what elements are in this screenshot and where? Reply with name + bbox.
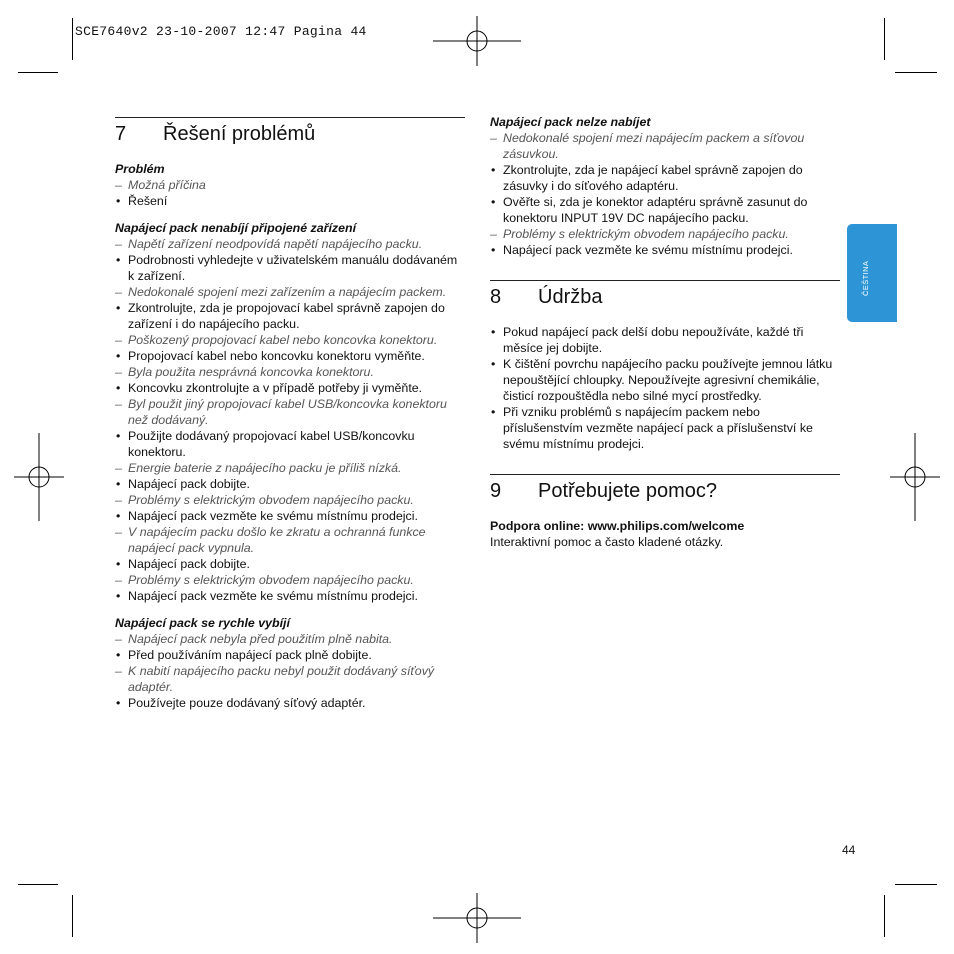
- problem-heading: Napájecí pack se rychle vybíjí: [115, 616, 290, 630]
- cause-item: – Energie baterie z napájecího packu je příliš nízká.: [115, 460, 465, 476]
- section-heading: [115, 117, 465, 146]
- section-number: 9: [490, 480, 502, 502]
- section-number: 8: [490, 286, 502, 308]
- solution-item: • Při vzniku problémů s napájecím packem nebo příslušenstvím vezměte napájecí pack a příslušenství ke svému místnímu prodejci.: [490, 404, 840, 452]
- registration-mark-bottom: [433, 893, 521, 943]
- cause-item: – Byl použit jiný propojovací kabel USB/koncovka konektoru než dodávaný.: [115, 396, 465, 428]
- solution-item: • Koncovku zkontrolujte a v případě potřeby ji vyměňte.: [115, 380, 465, 396]
- solution-item: • Napájecí pack dobijte.: [115, 556, 465, 572]
- print-header: SCE7640v2 23-10-2007 12:47 Pagina 44: [75, 24, 367, 39]
- language-tab: [847, 224, 897, 322]
- troubleshooting-section: [115, 117, 465, 711]
- solution-item: • Napájecí pack vezměte ke svému místnímu prodejci.: [115, 508, 465, 524]
- problem-list: [115, 631, 465, 711]
- language-tab-label: ČEŠTINA: [861, 260, 870, 296]
- registration-mark-right: [890, 433, 940, 521]
- section-number: 7: [115, 123, 127, 145]
- solution-item: • K čištění povrchu napájecího packu používejte jemnou látku nepouštějící chloupky. Nepoužívejte agresivní chemikálie, čisticí rozpouštědla nebo silné mycí prostředky.: [490, 356, 840, 404]
- legend-cause: – Možná příčina: [115, 177, 465, 193]
- solution-item: • Použijte dodávaný propojovací kabel USB/koncovku konektoru.: [115, 428, 465, 460]
- online-support-link[interactable]: Podpora online: www.philips.com/welcome: [490, 519, 745, 533]
- cause-item: – Poškozený propojovací kabel nebo koncovka konektoru.: [115, 332, 465, 348]
- solution-item: • Před používáním napájecí pack plně dobijte.: [115, 647, 465, 663]
- cause-item: – Byla použita nesprávná koncovka konektoru.: [115, 364, 465, 380]
- right-column: [490, 114, 840, 550]
- solution-item: • Pokud napájecí pack delší dobu nepoužíváte, každé tři měsíce jej dobijte.: [490, 324, 840, 356]
- legend-solution: • Řešení: [115, 193, 465, 209]
- solution-item: • Napájecí pack vezměte ke svému místnímu prodejci.: [115, 588, 465, 604]
- legend: [115, 161, 465, 209]
- cause-item: – Problémy s elektrickým obvodem napájecího packu.: [115, 492, 465, 508]
- cause-item: – Nedokonalé spojení mezi napájecím packem a síťovou zásuvkou.: [490, 130, 840, 162]
- solution-item: • Napájecí pack vezměte ke svému místnímu prodejci.: [490, 242, 840, 258]
- section-title: Řešení problémů: [163, 123, 316, 145]
- cause-item: – Napájecí pack nebyla před použitím plně nabita.: [115, 631, 465, 647]
- problem-list: [490, 130, 840, 258]
- solution-item: • Zkontrolujte, zda je propojovací kabel správně zapojen do zařízení i do napájecího packu.: [115, 300, 465, 332]
- cause-item: – V napájecím packu došlo ke zkratu a ochranná funkce napájecí pack vypnula.: [115, 524, 465, 556]
- registration-mark-left: [14, 433, 64, 521]
- solution-item: • Používejte pouze dodávaný síťový adaptér.: [115, 695, 465, 711]
- section-title: Potřebujete pomoc?: [538, 480, 718, 502]
- solution-item: • Zkontrolujte, zda je napájecí kabel správně zapojen do zásuvky i do síťového adaptéru.: [490, 162, 840, 194]
- registration-mark-top: [433, 16, 521, 66]
- cause-item: – Problémy s elektrickým obvodem napájecího packu.: [115, 572, 465, 588]
- problem-list: [115, 236, 465, 604]
- legend-problem: Problém: [115, 162, 165, 176]
- page-number: 44: [842, 843, 856, 857]
- solution-item: • Ověřte si, zda je konektor adaptéru správně zasunut do konektoru INPUT 19V DC napájecího packu.: [490, 194, 840, 226]
- solution-item: • Podrobnosti vyhledejte v uživatelském manuálu dodávaném k zařízení.: [115, 252, 465, 284]
- cause-item: – Nedokonalé spojení mezi zařízením a napájecím packem.: [115, 284, 465, 300]
- solution-item: • Propojovací kabel nebo koncovku konektoru vyměňte.: [115, 348, 465, 364]
- solution-item: • Napájecí pack dobijte.: [115, 476, 465, 492]
- maintenance-list: [490, 324, 840, 452]
- section-title: Údržba: [538, 286, 603, 308]
- maintenance-heading: [490, 280, 840, 309]
- help-description: Interaktivní pomoc a často kladené otázky.: [490, 535, 724, 549]
- help-heading: [490, 474, 840, 503]
- cause-item: – K nabití napájecího packu nebyl použit dodávaný síťový adaptér.: [115, 663, 465, 695]
- problem-heading: Napájecí pack nenabíjí připojené zařízení: [115, 221, 357, 235]
- problem-heading: Napájecí pack nelze nabíjet: [490, 115, 651, 129]
- cause-item: – Problémy s elektrickým obvodem napájecího packu.: [490, 226, 840, 242]
- cause-item: – Napětí zařízení neodpovídá napětí napájecího packu.: [115, 236, 465, 252]
